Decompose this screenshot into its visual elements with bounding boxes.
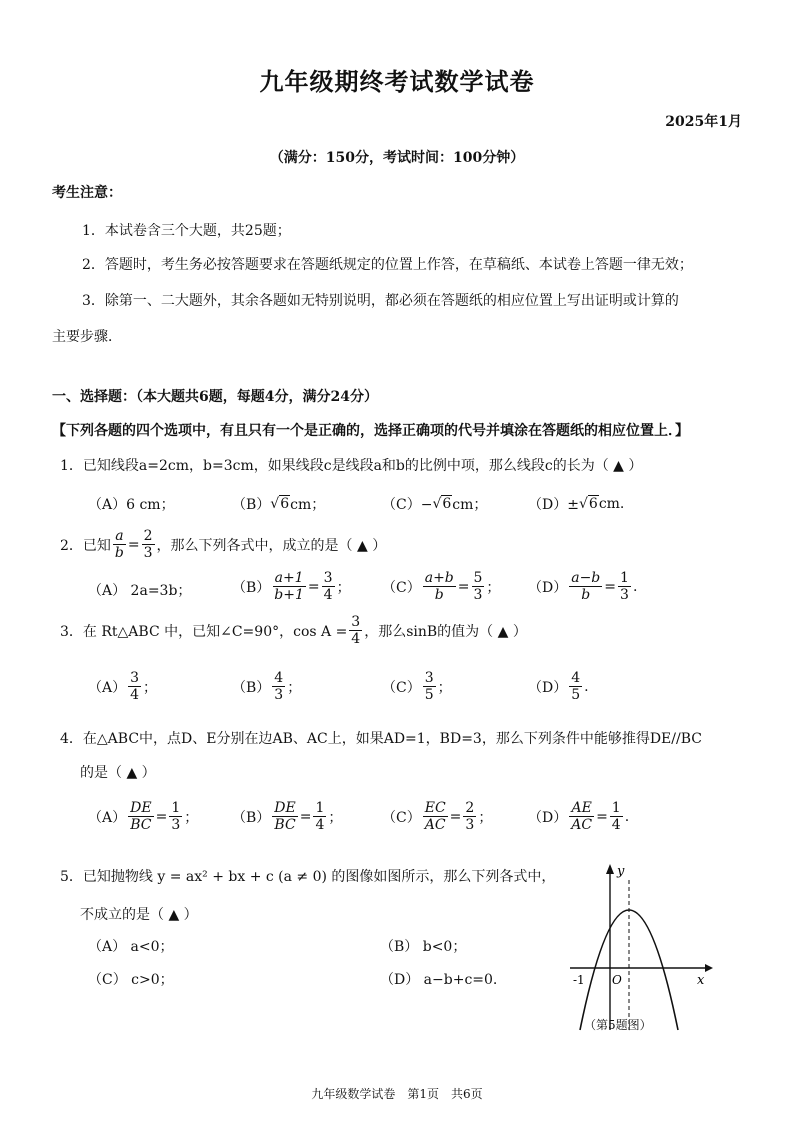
q5-option-c: （C） c>0；: [88, 972, 174, 988]
q4-option-c: （C） $\frac{EC}{AC}$ = $\frac{2}{3}$ ；: [382, 800, 493, 833]
neg1-label: -1: [573, 973, 585, 987]
notice-item-1: 1．本试卷含三个大题，共25题；: [82, 223, 291, 239]
q5-stem: 5．已知抛物线 y = ax² + bx + c (a ≠ 0) 的图像如图所示，那么下列各式中，: [60, 869, 556, 885]
y-axis-arrow: [606, 864, 614, 874]
q1-option-b: （B） √6 cm；: [232, 496, 326, 513]
q4-option-b: （B） $\frac{DE}{BC}$ = $\frac{1}{4}$ ；: [232, 800, 343, 833]
q4-option-d: （D） $\frac{AE}{AC}$ = $\frac{1}{4}$ .: [528, 800, 630, 833]
q5-option-a: （A） a<0；: [88, 939, 174, 955]
y-label: y: [617, 864, 625, 879]
q3-option-c: （C） $\frac{3}{5}$ ；: [382, 670, 452, 703]
q4-stem: 4．在△ABC中，点D、E分别在边AB、AC上，如果AD=1，BD=3，那么下列条件中能够推得DE//BC: [60, 731, 702, 747]
origin-label: O: [612, 973, 622, 987]
q5-option-b: （B） b<0；: [380, 939, 467, 955]
q2-option-a: （A） 2a=3b；: [88, 583, 192, 599]
x-label: x: [697, 973, 705, 988]
figure-caption: （第5题图）: [584, 1018, 652, 1032]
q2-stem: 2．已知 $\frac{a}{b}$ = $\frac{2}{3}$ ，那么下列各式中，成立的是（ ▲ ）: [60, 528, 387, 561]
notice-heading: 考生注意：: [52, 185, 122, 201]
x-axis-arrow: [705, 964, 713, 972]
exam-date: 2025年1月: [665, 114, 742, 130]
q3-stem: 3．在 Rt△ABC 中，已知∠C=90°，cos A = $\frac{3}{4}$ ，那么sinB的值为（ ▲ ）: [60, 614, 527, 647]
section-instruction: 【下列各题的四个选项中，有且只有一个是正确的，选择正确项的代号并填涂在答题纸的相应位置上．】: [52, 423, 689, 439]
score-info: （满分：150分，考试时间：100分钟）: [269, 150, 525, 166]
q2-option-d: （D） $\frac{a-b}{b}$ = $\frac{1}{3}$ .: [528, 570, 638, 603]
q5-option-d: （D） a−b+c=0.: [380, 972, 498, 988]
q3-option-b: （B） $\frac{4}{3}$ ；: [232, 670, 302, 703]
q4-stem-cont: 的是（ ▲ ）: [80, 765, 156, 781]
q3-option-d: （D） $\frac{4}{5}$ .: [528, 670, 589, 703]
q1-option-a: （A）6 cm；: [88, 497, 175, 513]
section-heading: 一、选择题：（本大题共6题，每题4分，满分24分）: [52, 389, 378, 405]
q2-option-b: （B） $\frac{a+1}{b+1}$ = $\frac{3}{4}$ ；: [232, 570, 351, 603]
notice-item-3: 3．除第一、二大题外，其余各题如无特别说明，都必须在答题纸的相应位置上写出证明或计算的: [82, 293, 679, 309]
q1-stem: 1．已知线段a=2cm，b=3cm，如果线段c是线段a和b的比例中项，那么线段c的长为（ ▲ ）: [60, 458, 643, 474]
q4-option-a: （A） $\frac{DE}{BC}$ = $\frac{1}{3}$ ；: [88, 800, 199, 833]
notice-item-3-cont: 主要步骤．: [52, 329, 122, 345]
parabola-graph: [565, 860, 715, 1035]
q3-option-a: （A） $\frac{3}{4}$ ；: [88, 670, 158, 703]
page-footer: 九年级数学试卷 第1页 共6页: [311, 1087, 483, 1101]
page-title: 九年级期终考试数学试卷: [259, 67, 535, 96]
parabola-curve: [580, 910, 678, 1030]
q1-option-d: （D）± √6 cm.: [528, 496, 625, 513]
q5-stem-cont: 不成立的是（ ▲ ）: [80, 907, 198, 923]
q1-option-c: （C）− √6 cm；: [382, 496, 488, 513]
q2-option-c: （C） $\frac{a+b}{b}$ = $\frac{5}{3}$ ；: [382, 570, 501, 603]
notice-item-2: 2．答题时，考生务必按答题要求在答题纸规定的位置上作答，在草稿纸、本试卷上答题一律无效；: [82, 257, 693, 273]
